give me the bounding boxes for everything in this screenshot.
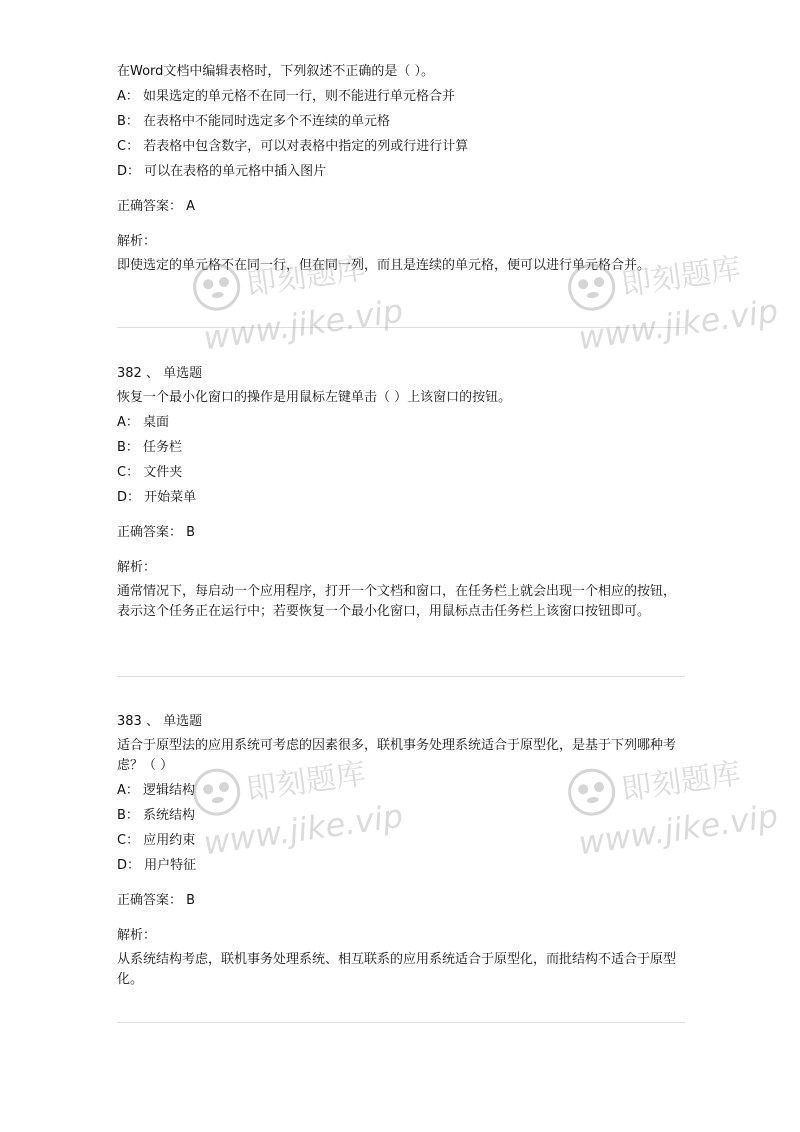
correct-answer bbox=[117, 197, 687, 217]
analysis-text: 从系统结构考虑，联机事务处理系统、相互联系的应用系统适合于原型化，而批结构不适合于原型化。 bbox=[117, 952, 677, 987]
analysis-text: 通常情况下，每启动一个应用程序，打开一个文档和窗口，在任务栏上就会出现一个相应的按钮，表示这个任务正在运行中；若要恢复一个最小化窗口，用鼠标点击任务栏上该窗口按钮即可。 bbox=[117, 584, 677, 619]
svg-text:即刻题库: 即刻题库 bbox=[619, 756, 743, 808]
answer-label: 正确答案： bbox=[117, 525, 183, 540]
correct-answer bbox=[117, 523, 687, 543]
option-c: C： 文件夹 bbox=[117, 465, 183, 480]
option-b: B： 系统结构 bbox=[117, 808, 196, 823]
question-382 bbox=[117, 364, 687, 622]
correct-answer bbox=[117, 891, 687, 911]
question-381 bbox=[117, 62, 687, 276]
question-header: 382 、 单选题 bbox=[117, 366, 203, 381]
divider bbox=[117, 676, 685, 677]
analysis-label: 解析： bbox=[117, 560, 157, 575]
option-c: C： 若表格中包含数字，可以对表格中指定的列或行进行计算 bbox=[117, 139, 469, 154]
svg-text:www.jike.vip: www.jike.vip bbox=[201, 796, 406, 863]
svg-text:即刻题库: 即刻题库 bbox=[244, 756, 368, 808]
option-d: D： 可以在表格的单元格中插入图片 bbox=[117, 164, 327, 179]
option-d: D： 用户特征 bbox=[117, 858, 197, 873]
answer-value: B bbox=[186, 525, 196, 540]
option-a: A： 逻辑结构 bbox=[117, 783, 196, 798]
svg-text:www.jike.vip: www.jike.vip bbox=[576, 291, 781, 358]
question-stem: 在Word文档中编辑表格时，下列叙述不正确的是（ ）。 bbox=[117, 64, 435, 79]
answer-value: A bbox=[186, 199, 196, 214]
divider bbox=[117, 327, 685, 328]
option-a: A： 桌面 bbox=[117, 415, 170, 430]
option-d: D： 开始菜单 bbox=[117, 490, 197, 505]
question-stem: 恢复一个最小化窗口的操作是用鼠标左键单击（ ）上该窗口的按钮。 bbox=[117, 390, 512, 405]
divider bbox=[117, 1022, 685, 1023]
analysis-label: 解析： bbox=[117, 928, 157, 943]
question-header: 383 、 单选题 bbox=[117, 714, 203, 729]
svg-text:即刻题库: 即刻题库 bbox=[244, 251, 368, 303]
svg-text:www.jike.vip: www.jike.vip bbox=[576, 796, 781, 863]
analysis-label: 解析： bbox=[117, 234, 157, 249]
svg-text:即刻题库: 即刻题库 bbox=[619, 251, 743, 303]
question-383 bbox=[117, 712, 687, 990]
answer-label: 正确答案： bbox=[117, 893, 183, 908]
analysis-text: 即使选定的单元格不在同一行，但在同一列，而且是连续的单元格，便可以进行单元格合并。 bbox=[117, 258, 651, 273]
svg-text:www.jike.vip: www.jike.vip bbox=[201, 291, 406, 358]
answer-value: B bbox=[186, 893, 196, 908]
answer-label: 正确答案： bbox=[117, 199, 183, 214]
option-a: A： 如果选定的单元格不在同一行，则不能进行单元格合并 bbox=[117, 89, 456, 104]
question-stem: 适合于原型法的应用系统可考虑的因素很多，联机事务处理系统适合于原型化，是基于下列哪种考虑？（ ） bbox=[117, 738, 677, 773]
option-b: B： 任务栏 bbox=[117, 440, 183, 455]
option-b: B： 在表格中不能同时选定多个不连续的单元格 bbox=[117, 114, 391, 129]
option-c: C： 应用约束 bbox=[117, 833, 196, 848]
